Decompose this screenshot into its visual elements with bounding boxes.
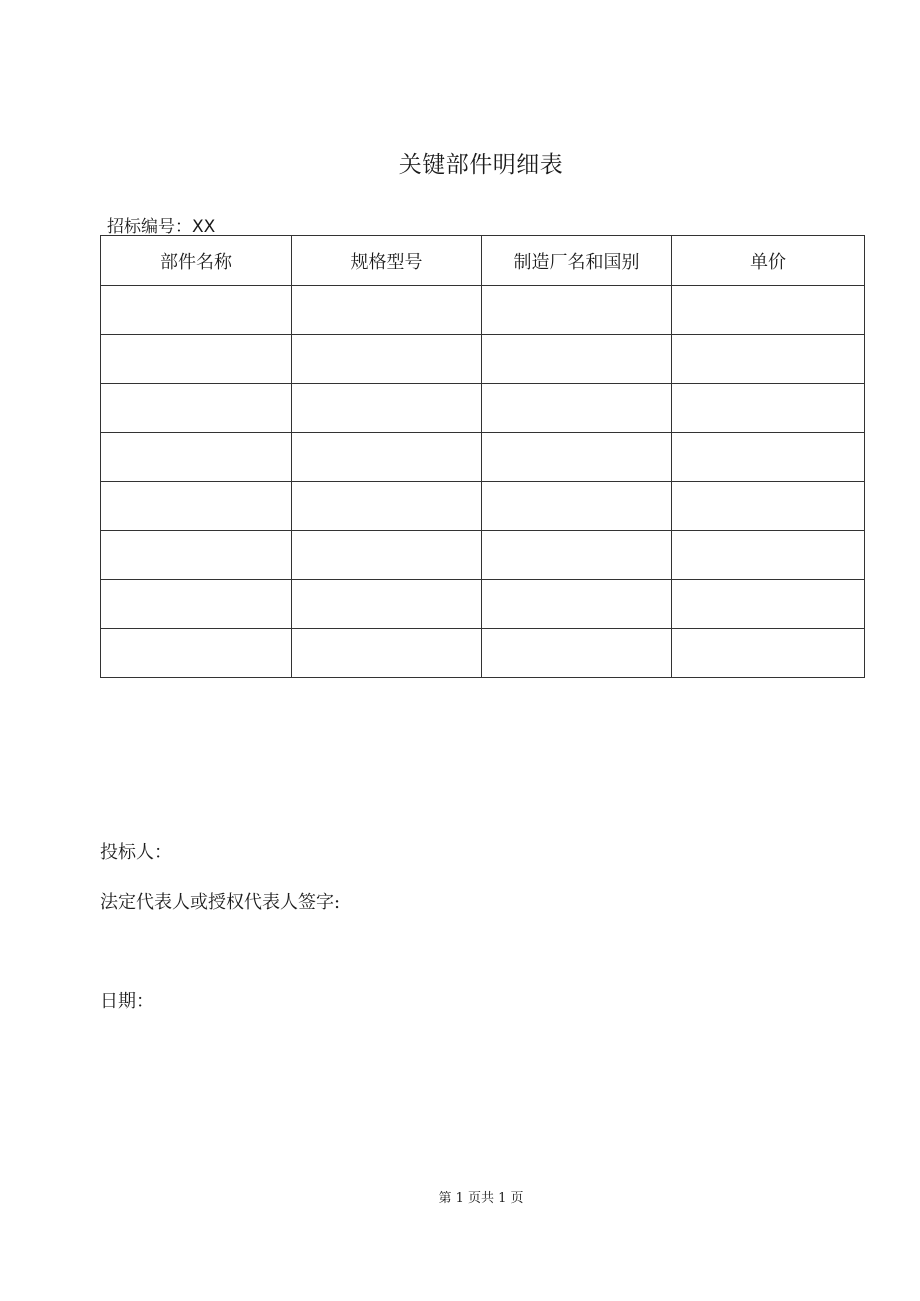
table-cell[interactable] xyxy=(101,335,292,384)
table-cell[interactable] xyxy=(482,286,672,335)
table-cell[interactable] xyxy=(482,335,672,384)
table-cell[interactable] xyxy=(672,531,865,580)
table-cell[interactable] xyxy=(672,384,865,433)
table-cell[interactable] xyxy=(672,286,865,335)
table-cell[interactable] xyxy=(672,629,865,678)
signature-label: 法定代表人或授权代表人签字: xyxy=(100,892,341,913)
parts-table xyxy=(100,235,865,678)
table-row xyxy=(101,384,865,433)
column-header-unit-price: 单价 xyxy=(672,236,865,286)
table-row xyxy=(101,286,865,335)
table-row xyxy=(101,531,865,580)
table-cell[interactable] xyxy=(482,384,672,433)
column-header-manufacturer-country: 制造厂名和国别 xyxy=(482,236,672,286)
bidder-label: 投标人： xyxy=(100,842,172,863)
table-row xyxy=(101,433,865,482)
table-cell[interactable] xyxy=(101,286,292,335)
table-row xyxy=(101,335,865,384)
table-cell[interactable] xyxy=(292,482,482,531)
table-cell[interactable] xyxy=(672,482,865,531)
bid-number-label: 招标编号：XX xyxy=(107,217,216,237)
document-title: 关键部件明细表 xyxy=(398,152,564,178)
table-cell[interactable] xyxy=(292,384,482,433)
table-cell[interactable] xyxy=(101,384,292,433)
table-cell[interactable] xyxy=(672,580,865,629)
table-cell[interactable] xyxy=(482,433,672,482)
table-cell[interactable] xyxy=(672,335,865,384)
table-row xyxy=(101,629,865,678)
table-cell[interactable] xyxy=(292,580,482,629)
table-cell[interactable] xyxy=(482,580,672,629)
table-cell[interactable] xyxy=(101,629,292,678)
table-cell[interactable] xyxy=(101,580,292,629)
table-cell[interactable] xyxy=(101,433,292,482)
table-cell[interactable] xyxy=(482,482,672,531)
date-label: 日期： xyxy=(100,991,154,1012)
table-cell[interactable] xyxy=(101,482,292,531)
table-row xyxy=(101,580,865,629)
table-cell[interactable] xyxy=(482,531,672,580)
column-header-spec-model: 规格型号 xyxy=(292,236,482,286)
table-cell[interactable] xyxy=(292,286,482,335)
table-cell[interactable] xyxy=(672,433,865,482)
table-header-row xyxy=(101,236,865,286)
table-cell[interactable] xyxy=(292,433,482,482)
column-header-part-name: 部件名称 xyxy=(101,236,292,286)
table-cell[interactable] xyxy=(292,629,482,678)
page-number: 第 1 页共 1 页 xyxy=(438,1191,524,1206)
table-row xyxy=(101,482,865,531)
table-cell[interactable] xyxy=(482,629,672,678)
table-cell[interactable] xyxy=(292,531,482,580)
table-cell[interactable] xyxy=(292,335,482,384)
table-cell[interactable] xyxy=(101,531,292,580)
